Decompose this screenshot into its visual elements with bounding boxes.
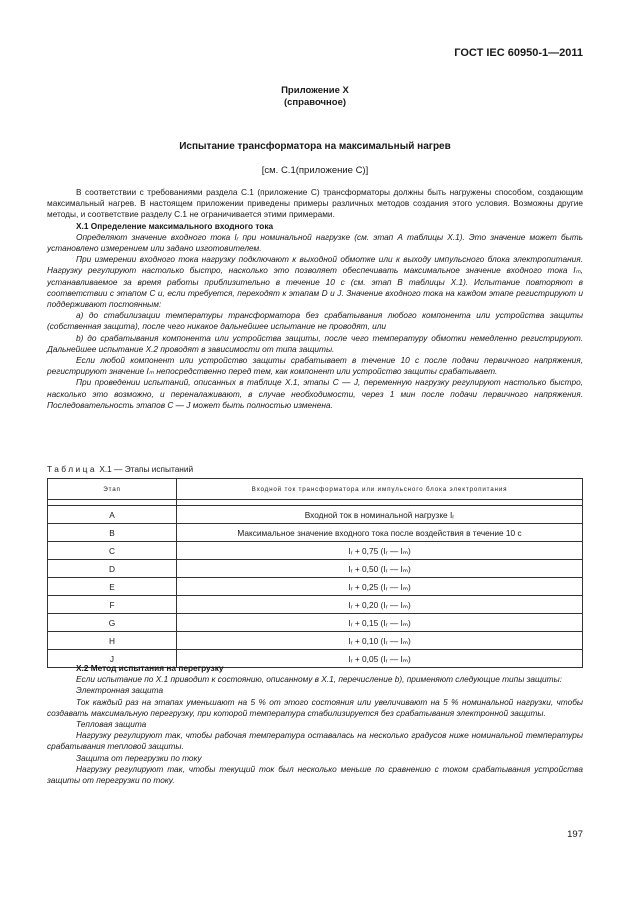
table-row bbox=[48, 560, 583, 578]
body-text-1 bbox=[47, 187, 583, 411]
table-caption-rest: X.1 — Этапы испытаний bbox=[99, 464, 194, 474]
reference-note: [см. С.1(приложение С)] bbox=[261, 165, 369, 176]
stages-table bbox=[47, 478, 583, 668]
section1-paragraph-4: b) до срабатывания компонента или устройства защиты, после чего температуру обмотки немедленно регистрируют. Дальнейшее испытание X.2 проводят в зависимости от типа защиты. bbox=[47, 332, 583, 354]
current-cell: Iᵣ + 0,20 (Iᵣ — Iₘ) bbox=[177, 596, 583, 614]
section1-paragraph-3: a) до стабилизации температуры трансформатора без срабатывания любого компонента или устройства защиты (собственная защита), после чего никакое дальнейшее испытание не проводят, или bbox=[47, 310, 583, 332]
annex-type: (справочное) bbox=[283, 97, 347, 108]
section2-paragraph-6: Защита от перегрузки по току bbox=[76, 752, 202, 763]
table-caption-word: Таблица bbox=[47, 464, 98, 474]
section-heading: Испытание трансформатора на максимальный нагрев bbox=[179, 141, 451, 152]
standard-header: ГОСТ IEC 60950-1—2011 bbox=[454, 47, 583, 59]
current-cell: Входной ток в номинальной нагрузке Iᵣ bbox=[177, 506, 583, 524]
current-cell: Iᵣ + 0,25 (Iᵣ — Iₘ) bbox=[177, 578, 583, 596]
table-row bbox=[48, 596, 583, 614]
current-cell: Максимальное значение входного тока после воздействия в течение 10 с bbox=[177, 524, 583, 542]
stage-cell: B bbox=[48, 524, 177, 542]
table-row bbox=[48, 614, 583, 632]
section1-title: X.1 Определение максимального входного тока bbox=[76, 220, 274, 231]
section2-paragraph-2: Электронная защита bbox=[76, 685, 164, 696]
section2-paragraph-7: Нагрузку регулируют так, чтобы текущий ток был несколько меньше по сравнению с током срабатывания устройства защиты от перегрузки по току. bbox=[47, 763, 583, 786]
section2-paragraph-4: Тепловая защита bbox=[76, 719, 147, 730]
section2-paragraph-5: Нагрузку регулируют так, чтобы рабочая температура оставалась на несколько градусов ниже номинальной температуры срабатывания тепловой защиты. bbox=[47, 730, 583, 752]
table-row bbox=[48, 506, 583, 524]
table-row bbox=[48, 578, 583, 596]
section2-paragraph-3: Ток каждый раз на этапах уменьшают на 5 % от этого состояния или увеличивают на 5 % номинальной нагрузки, чтобы создавать максимальную перегрузку, при которой температура стабилизируется без срабатывания электронной защиты. bbox=[47, 696, 583, 718]
table-row bbox=[48, 542, 583, 560]
stage-cell: D bbox=[48, 560, 177, 578]
section2-paragraph-1: Если испытание по X.1 приводит к состоянию, описанному в X.1, перечисление b), применяют следующие типы защиты: bbox=[76, 674, 562, 685]
intro-paragraph: В соответствии с требованиями раздела С.1 (приложение С) трансформаторы должны быть нагружены способом, создающим максимальный нагрев. В настоящем приложении приведены примеры различных методов создания этого условия. Возможны другие методы, и соответствие разделу С.1 не ограничивается этими примерами. bbox=[47, 187, 583, 220]
table-caption bbox=[47, 464, 193, 474]
current-cell: Iᵣ + 0,10 (Iᵣ — Iₘ) bbox=[177, 632, 583, 650]
current-cell: Iᵣ + 0,50 (Iᵣ — Iₘ) bbox=[177, 560, 583, 578]
section1-paragraph-6: При проведении испытаний, описанных в таблице X.1, этапы С — J, переменную нагрузку регулируют настолько быстро, насколько это возможно, и переналаживают, в случае необходимости, через 1 мин после подачи первичного напряжения. Последовательность этапов С — J может быть полностью изменена. bbox=[47, 377, 583, 410]
stage-cell: J bbox=[48, 650, 177, 668]
section1-paragraph-1: Определяют значение входного тока Iᵣ при номинальной нагрузке (см. этап А таблицы X.1). Это значение может быть установлено измерением или задано изготовителем. bbox=[47, 231, 583, 254]
table-row bbox=[48, 632, 583, 650]
stage-cell: E bbox=[48, 578, 177, 596]
annex-title: Приложение X bbox=[281, 85, 349, 96]
stage-cell: C bbox=[48, 542, 177, 560]
stage-cell: G bbox=[48, 614, 177, 632]
stage-cell: F bbox=[48, 596, 177, 614]
stage-cell: H bbox=[48, 632, 177, 650]
table-row bbox=[48, 524, 583, 542]
current-cell: Iᵣ + 0,75 (Iᵣ — Iₘ) bbox=[177, 542, 583, 560]
section2-title: X.2 Метод испытания на перегрузку bbox=[76, 663, 224, 673]
page-number: 197 bbox=[567, 829, 583, 840]
stage-cell: A bbox=[48, 506, 177, 524]
column-header-current: Входной ток трансформатора или импульсного блока электропитания bbox=[177, 479, 583, 500]
column-header-stage: Этап bbox=[48, 479, 177, 500]
current-cell: Iᵣ + 0,05 (Iᵣ — Iₘ) bbox=[177, 650, 583, 668]
current-cell: Iᵣ + 0,15 (Iᵣ — Iₘ) bbox=[177, 614, 583, 632]
body-text-2 bbox=[47, 663, 583, 786]
section1-paragraph-5: Если любой компонент или устройство защиты срабатывает в течение 10 с после подачи первичного напряжения, регистрируют значение Iₘ непосредственно перед тем, как компонент или устройство защиты срабатывает. bbox=[47, 355, 583, 377]
section1-paragraph-2: При измерении входного тока нагрузку подключают к выходной обмотке или к выходу импульсного блока электропитания. Нагрузку регулируют настолько быстро, насколько это позволяет обеспечивать максимальное значение входного тока Iₘ, устанавливаемое за время работы приблизительно в течение 10 с (см. этап В таблицы X.1). Испытание повторяют в соответствии с этапом С и, если требуется, переходят к этапам D и J. Значение входного тока на каждом этапе регистрируют и поддерживают постоянным: bbox=[47, 254, 583, 310]
